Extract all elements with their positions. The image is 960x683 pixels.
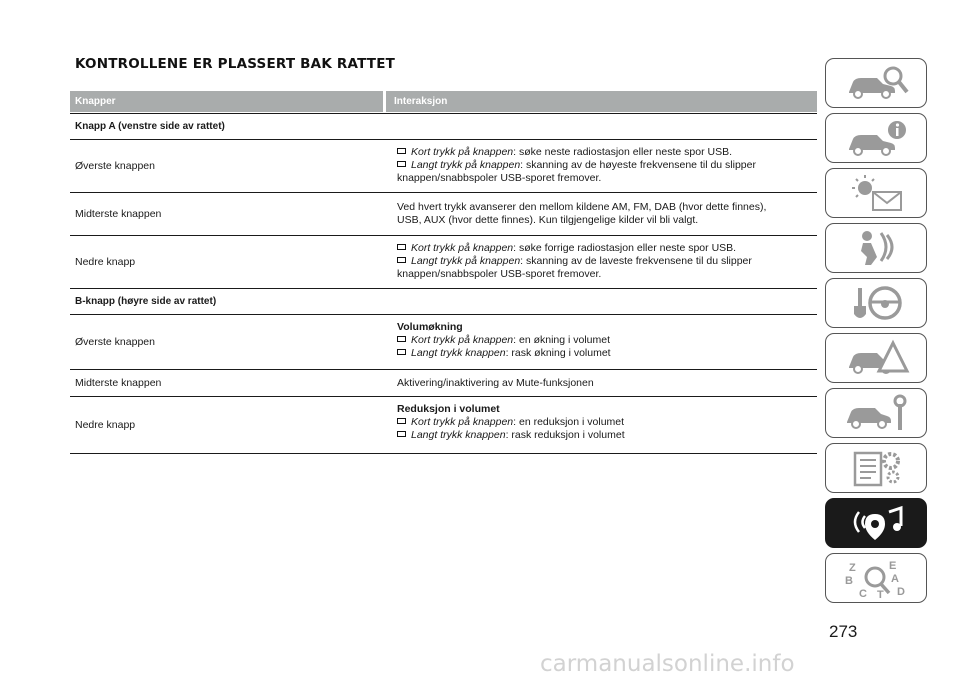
interaction-text	[386, 236, 817, 288]
tab-emergency[interactable]	[825, 333, 927, 383]
press-result: : skanning av de høyeste frekvensene til du slipper	[520, 159, 756, 171]
sub-heading: Volumøkning	[397, 321, 463, 333]
table-row	[70, 140, 817, 193]
interaction-text	[386, 315, 817, 369]
sub-heading: Reduksjon i volumet	[397, 403, 500, 415]
press-type: Langt trykk på knappen	[411, 255, 521, 267]
press-result: : søke forrige radiostasjon eller neste spor USB.	[513, 242, 737, 254]
press-type: Kort trykk på knappen	[411, 242, 514, 254]
tab-multimedia[interactable]	[825, 498, 927, 548]
table-row	[70, 193, 817, 236]
controls-table	[70, 91, 817, 454]
press-type: Langt trykk knappen	[411, 429, 506, 441]
interaction-text	[386, 370, 817, 396]
tab-warning-lights[interactable]	[825, 168, 927, 218]
index-letter: T	[877, 589, 884, 599]
car-service-icon	[841, 392, 911, 434]
multimedia-icon	[841, 502, 911, 544]
tab-dashboard[interactable]	[825, 113, 927, 163]
checkbox-bullet-icon	[397, 148, 406, 154]
button-name: Midterste knappen	[75, 207, 162, 220]
checkbox-bullet-icon	[397, 161, 406, 167]
description-line: Aktivering/inaktivering av Mute-funksjonen	[397, 376, 594, 389]
tab-index[interactable]	[825, 553, 927, 603]
page-title: KONTROLLENE ER PLASSERT BAK RATTET	[75, 56, 396, 72]
press-type: Kort trykk på knappen	[411, 146, 514, 158]
index-letter: B	[845, 575, 853, 587]
press-result: : en reduksjon i volumet	[513, 416, 625, 428]
section-heading-a: Knapp A (venstre side av rattet)	[70, 114, 817, 140]
tab-safety[interactable]	[825, 223, 927, 273]
page-number: 273	[829, 622, 858, 641]
press-type: Langt trykk på knappen	[411, 159, 521, 171]
index-letter: C	[859, 588, 867, 599]
index-letter: D	[897, 586, 905, 598]
car-emergency-icon	[841, 337, 911, 379]
header-buttons: Knapper	[70, 91, 383, 112]
press-type: Langt trykk knappen	[411, 347, 506, 359]
press-result: : rask reduksjon i volumet	[505, 429, 625, 441]
index-letter: E	[889, 560, 897, 572]
press-result: : rask økning i volumet	[505, 347, 611, 359]
checkbox-bullet-icon	[397, 431, 406, 437]
section-heading-b: B-knapp (høyre side av rattet)	[70, 289, 817, 315]
tab-maintenance[interactable]	[825, 388, 927, 438]
tab-technical-data[interactable]	[825, 443, 927, 493]
warning-lights-icon	[841, 172, 911, 214]
table-header	[70, 91, 817, 112]
watermark: carmanualsonline.info	[540, 651, 795, 677]
button-name: Nedre knapp	[75, 255, 136, 268]
description-line: USB, AUX (hvor dette finnes). Kun tilgjengelige kilder vil bli valgt.	[397, 214, 699, 226]
index-icon	[841, 557, 911, 599]
table-row	[70, 370, 817, 397]
press-result: : søke neste radiostasjon eller neste spor USB.	[513, 146, 732, 158]
checkbox-bullet-icon	[397, 244, 406, 250]
tab-getting-to-know[interactable]	[825, 58, 927, 108]
index-letter: A	[891, 573, 899, 585]
press-result: : skanning av de laveste frekvensene til du slipper	[520, 255, 752, 267]
table-row	[70, 236, 817, 289]
checkbox-bullet-icon	[397, 418, 406, 424]
car-search-icon	[841, 62, 911, 104]
button-name: Øverste knappen	[75, 159, 155, 172]
header-interaction: Interaksjon	[386, 91, 817, 112]
airbag-icon	[841, 227, 911, 269]
technical-data-icon	[841, 447, 911, 489]
button-name: Midterste knappen	[75, 376, 162, 389]
tab-starting-driving[interactable]	[825, 278, 927, 328]
checkbox-bullet-icon	[397, 349, 406, 355]
checkbox-bullet-icon	[397, 257, 406, 263]
press-type: Kort trykk på knappen	[411, 334, 514, 346]
continuation-line: knappen/snabbspoler USB-sporet fremover.	[397, 268, 602, 280]
checkbox-bullet-icon	[397, 336, 406, 342]
car-info-icon	[841, 117, 911, 159]
table-row	[70, 315, 817, 370]
index-letter: Z	[849, 562, 856, 574]
interaction-text	[386, 193, 817, 235]
interaction-text	[386, 140, 817, 192]
steering-wheel-icon	[841, 282, 911, 324]
press-result: : en økning i volumet	[513, 334, 611, 346]
press-type: Kort trykk på knappen	[411, 416, 514, 428]
button-name: Nedre knapp	[75, 418, 136, 431]
description-line: Ved hvert trykk avanserer den mellom kildene AM, FM, DAB (hvor dette finnes),	[397, 201, 767, 213]
button-name: Øverste knappen	[75, 335, 155, 348]
continuation-line: knappen/snabbspoler USB-sporet fremover.	[397, 172, 602, 184]
interaction-text	[386, 397, 817, 453]
table-row	[70, 397, 817, 454]
